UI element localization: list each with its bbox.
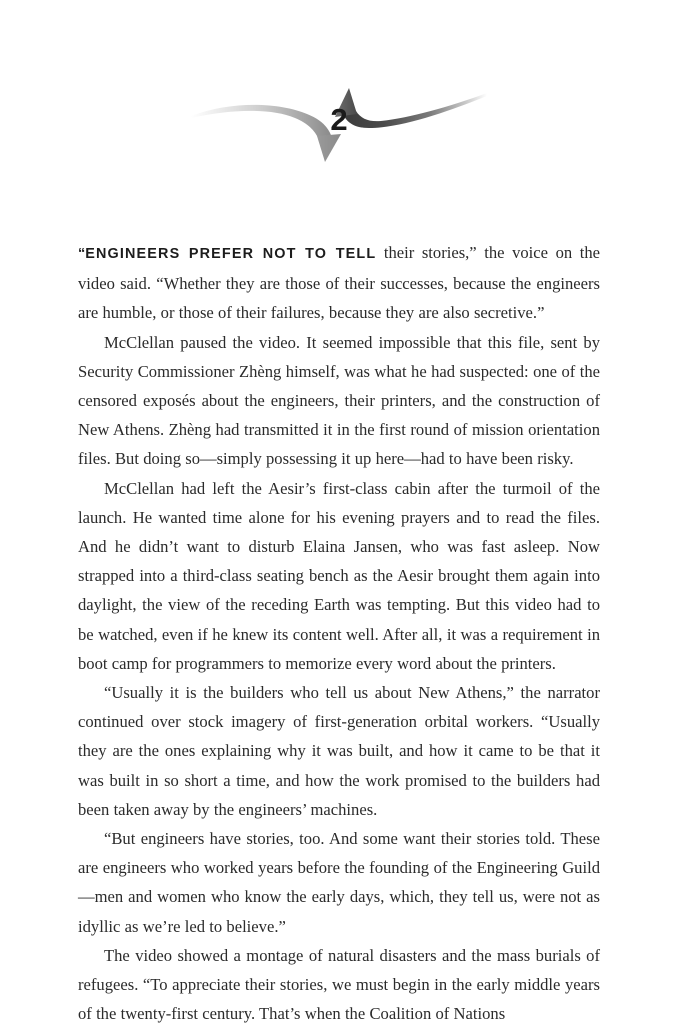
paragraph-text: their stories,” the voice on the video said. “Whether they are those of their successes, because the engineers are humble, or those of their failures, because they are also secretive.” xyxy=(78,243,601,323)
paragraph-mcclellan-paused: McClellan paused the video. It seemed impossible that this file, sent by Security Commissioner Zhèng himself, was what he had suspected: one of the censored exposés about the engineers, their printers, and the construction of New Athens. Zhèng had transmitted it in the first round of mission orientation files. But doing so—simply possessing it up here—had to have been risky. xyxy=(78,332,600,469)
paragraph-usually-builders: “Usually it is the builders who tell us about New Athens,” the narrator continued over stock imagery of first-generation orbital workers. “Usually they are the ones explaining why it was built, and how it came to be that it was built in so short a time, and how the work promised to the builders had been taken away by the engineers’ machines. xyxy=(78,683,600,819)
opening-quote-mark: “ xyxy=(78,246,86,262)
paragraph-mcclellan-left-aesir: McClellan had left the Aesir’s first-class cabin after the turmoil of the launch. He wanted time alone for his evening prayers and to read the files. And he didn’t want to disturb Elaina Jansen, who was fast asleep. Now strapped into a third-class seating bench as the Aesir brought them again into daylight, the view of the receding Earth was tempting. But this video had to be watched, even if he knew its content well. After all, it was a requirement in boot camp for programmers to memorize every word about the printers. xyxy=(78,478,600,673)
paragraph-video-montage: The video showed a montage of natural disasters and the mass burials of refugees. “To appreciate their stories, we must begin in the early middle years of the twenty-first century. That’s when the Coalition of Nations xyxy=(78,945,600,1024)
chapter-number: 2 xyxy=(330,102,348,137)
chapter-lead-in-text: ENGINEERS PREFER NOT TO TELL xyxy=(85,246,377,262)
body-text-column xyxy=(78,238,600,1028)
paragraph-opening xyxy=(78,238,600,328)
paragraph-but-engineers: “But engineers have stories, too. And some want their stories told. These are engineers who worked years before the founding of the Engineering Guild—men and women who know the early days, which, they tell us, were not as idyllic as we’re led to believe.” xyxy=(78,829,600,936)
